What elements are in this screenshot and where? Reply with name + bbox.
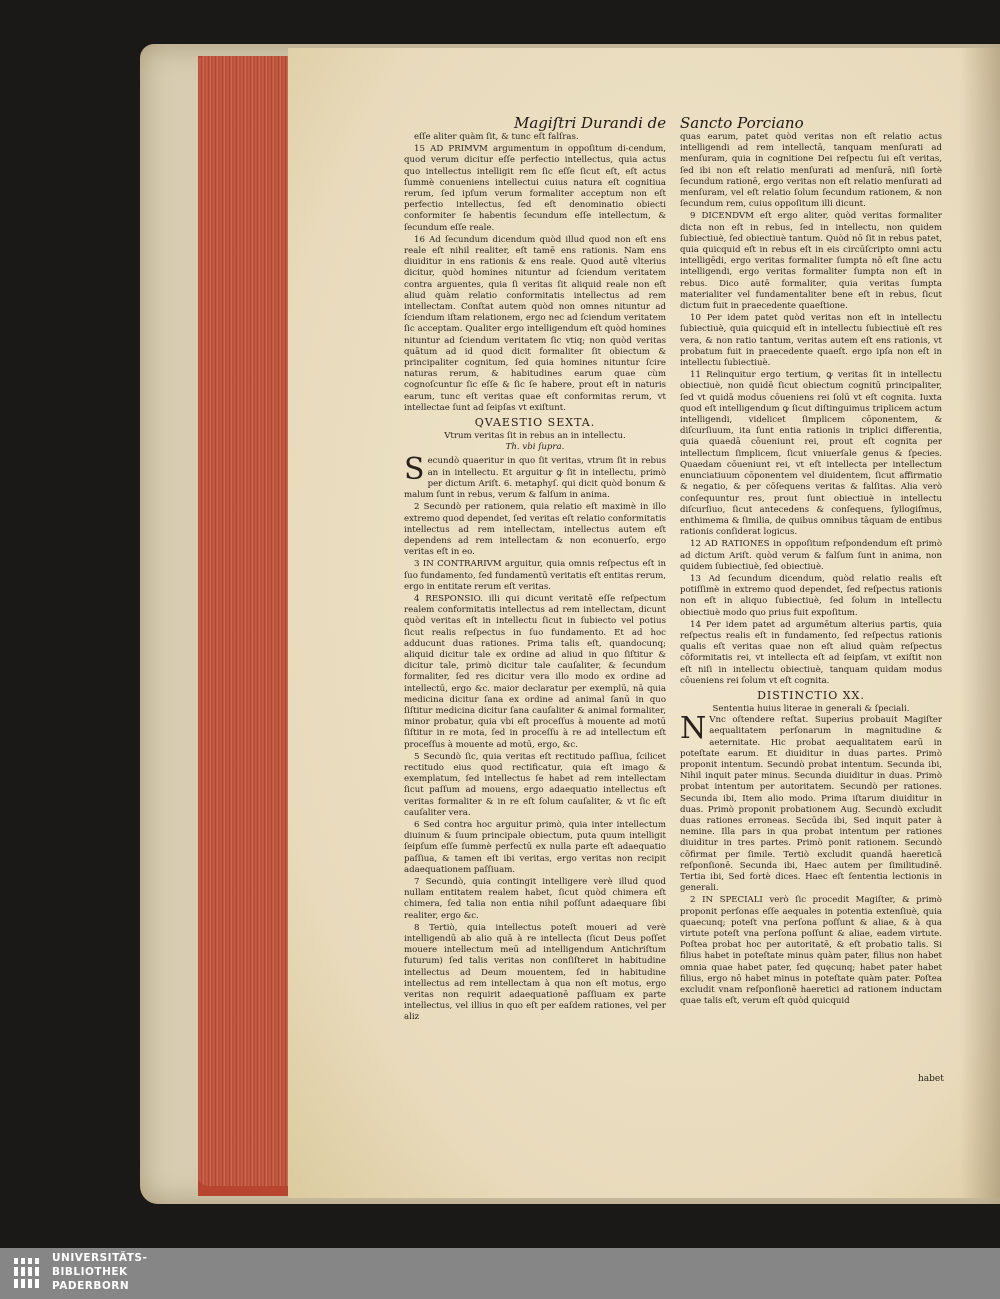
question-title: QVAESTIO SEXTA. [474,416,596,430]
running-head-left: Magiſtri Durandi de [514,114,667,132]
library-footer [0,1248,1000,1299]
paragraph: 12 AD RATIONES in oppoſitum reſpondendum eſt primò ad dictum Ariſt. quòd verum & falſum ſunt in anima, non quidem ſubiectiuè, ſed obiectiuè. [680,539,942,572]
paragraph: 10 Per idem patet quòd veritas non eſt in intellectu ſubiectiuè, quia quicquid eſt in intellectu ſubiectiuè eſt res vera, & non ratio tantum, veritas autem eſt ens rationis, vt probatum fuit in praecedente quaeſt. ergo ipſa non eſt in intellectu ſubiectiuè. [680,313,942,369]
paragraph: eſſe aliter quàm ſit, & tunc eſt falſras. [414,132,579,142]
paragraph: 2 Secundò per rationem, quia relatio eſt maximè in illo extremo quod dependet, ſed veritas eſt relatio conformitatis intellectus ad rem intellectam, intellectus autem eſt dependens ad rem intellectam & non econuerſo, ergo veritas eſt in eo. [404,502,667,558]
opening-text: ecundò quaeritur in quo ſit veritas, vtrum ſit in rebus an in intellectu. Et arguitur ꝙ ſit in intellectu, primò per dictum Ariſt. 6. metaphyſ. qui dicit quòd bonum & malum ſunt in rebus, verum & falſum in anima. [404,456,666,501]
paragraph: 7 Secundò, quia contingit intelligere verè illud quod nullam entitatem realem habet, ſicut quòd chimera eſt chimera, ſed talia non entia nihil poſſunt adaequare ſibi realiter, ergo &c. [404,877,666,921]
opening-paragraph [404,452,666,501]
question-subtitle: Vtrum veritas ſit in rebus an in intellectu. [444,431,626,442]
question-reference: Th. vbi ſupra. [505,442,565,453]
paragraph: 14 Per idem patet ad argumētum alterius partis, quia reſpectus realis eſt in fundamento, ſed reſpectus rationis qualis eſt veritas quae non eſt aliud quàm reſpectus cōformitatis rei, vt intellecta eſt ad ſeipſam, vt exiſtit non eſt niſi in intellectu obiectiuè, tanquam quidam modus cōueniens rei ſolum vt eſt cognita. [680,619,942,686]
paragraph: 13 Ad ſecundum dicendum, quòd relatio realis eſt potiſſimè in extremo quod dependet, ſed reſpectus rationis non eſt in aliquo ſubiectiuè, ſed ſolum in intellectu obiectiuè modo quo prius fuit expoſitum. [680,573,942,618]
drop-capital: S [404,452,425,488]
paragraph: 8 Tertiò, quia intellectus poteſt moueri ad verè intelligendū ab alio quā à re intellecta (ſicut Deus poſſet mouere intellectum meū ad intelligendum Antichriſtum futurum) ſed talis veritas non conſiſteret in habitudine intellectus ad Deum mouentem, ſed in habitudine intellectus ad rem intellectam à qua non eſt motus, ergo veritas non requirit adaequationē paſſiuam ex parte intellectus, vel illius in quo eſt per eaſdem rationes, vel per aliz [404,922,666,1023]
paragraph: 5 Secundò ſic, quia veritas eſt rectitudo paſſiua, ſcilicet rectitudo eius quod rectificatur, quia eſt imago & exemplatum, ſed intellectus ſe habet ad rem intellectam ſicut paſſum ad mouens, ergo adaequatio intellectus eſt veritas formaliter & in re eſt ſolum cauſaliter, & vt ſic eſt cauſaliter vera. [404,751,666,818]
paragraph: 4 RESPONSIO. illi qui dicunt veritatē eſſe reſpectum realem conformitatis intellectus ad rem intellectam, dicunt quòd veritas eſt in intellectu ſicut in ſubiecto vel potius ſicut realis reſpectus in ſuo fundamento. Et ad hoc adducunt duas rationes. Prima talis eſt, quandocunq; aliquid dicitur tale ex ordine ad aliud in quo ſiſtitur & dicitur tale, primò dicitur tale cauſaliter, & ſecundum formaliter, ſed res dicitur vera illo modo ex ordine ad intellectū, ergo &c. maior declaratur per exemplū, nā quia medicina dicitur ſana ex ordine ad animal ſanū in quo ſiſtitur medicina dicitur ſana cauſaliter & animal formaliter, minor probatur, quia vbi eſt proceſſus à mouente ad motū ſiſtitur in re mota, ſed in proceſſu à re ad intellectum eſt proceſſus à mouente ad motū, ergo, &c. [404,593,666,750]
opening-text: Vnc oſtendere reſtat. Superius probauit Magiſter aequalitatem perſonarum in magnitudine & aeternitate. Hic probat aequalitatem earū in poteſtate earum. Et diuiditur in duas partes. Primò proponit intentum. Secundò probat intentum. Secunda ibi, Nihil inquit pater minus. Secunda diuiditur in duas. Primò probat intentum per autoritatem. Secundò per rationes. Secunda ibi, Item alio modo. Prima iſtarum diuiditur in duas. Primò proponit probationem Aug. Secundò excludit duas rationes erroneas. Secūda ibi, Sed inquit pater à nemine. Illa pars in qua probat intentum per rationes diuiditur in tres partes. Primò ponit rationem. Secundò cōfirmat per ſimile. Tertiò excludit quandā haereticā reſponſionē. Secunda ibi, Haec autem per ſimilitudinē. Tertia ibi, Sed fortè dices. Haec eſt ſententia lectionis in generali. [680,715,942,894]
distinction-title: DISTINCTIO XX. [757,688,865,702]
library-logo-icon [12,1254,46,1292]
paragraph: 16 Ad ſecundum dicendum quòd illud quod non eſt ens reale eſt nihil realiter, eſt tamē ens rationis. Nam ens diuiditur in ens rationis & ens reale. Quod autē vlterius dicitur, quòd homines nituntur ad ſciendum veritatem contra arguentes, quia ſi veritas ſit aliquid reale non eſt aliud quàm relatio conformitatis intellectus ad rem intellectam. Conſtat autem quòd non omnes nituntur ad ſciendum iſtam relationem, ergo nec ad ſciendum veritatem ſic acceptam. Qualiter ergo intelligendum eſt quòd homines nituntur ad ſciendum veritatem ſic vtiq; non quòd veritas quātum ad id quod dicit formaliter ſit obiectum & principaliter cognitum, ſed quia homines nituntur ſcire naturas rerum, & habitudines earum quae cùm cognoſcuntur ſic eſſe & ſic ſe habere, prout eſt in naturis earum, tunc eſt veritas quae eſt conformitas rerum, vt intellectae ſunt ad ſeipſas vt exiſtunt. [404,234,666,413]
text-column-left [404,132,666,1025]
distinction-subtitle: Sententia huius literae in generali & ſpeciali. [712,703,910,714]
running-head-right: Sancto Porciano [680,114,804,132]
library-name-line: BIBLIOTHEK [52,1266,128,1278]
library-name-line: PADERBORN [52,1280,130,1292]
library-name-line: UNIVERSITÄTS- [52,1252,148,1264]
paragraph: 9 DICENDVM eſt ergo aliter, quòd veritas formaliter dicta non eſt in rebus, ſed in intellectu, non quidem ſubiectiuè, ſed obiectiuè tantum. Quòd nō ſit in rebus patet, quia quicquid eſt in rebus eſt in eis circūſcripto omni actu intelligēdi, ergo veritas formaliter ſumpta nō eſt ſine actu intelligendi, ergo veritas formaliter ſumpta non eſt in rebus. Dico autē formaliter, quia veritas ſumpta materialiter vel fundamentaliter bene eſt in rebus, ſicut dictum fuit in praecedente quaeſtione. [680,211,942,312]
text-column-right [680,132,942,1008]
opening-paragraph [680,711,942,894]
paragraph: 3 IN CONTRARIVM arguitur, quia omnis reſpectus eſt in ſuo fundamento, ſed fundamentū veritatis eſt entitas rerum, ergo in entitate rerum eſt veritas. [404,559,666,592]
red-fore-edge [198,56,290,1186]
drop-capital: N [680,711,707,747]
paragraph: 6 Sed contra hoc arguitur primò, quia inter intellectum diuinum & ſuum principale obiectum, puta quum intelligit ſeipſum eſſe ſummè perfectū ex nulla parte eſt adaequatio paſſiua, & tamen eſt ibi veritas, ergo veritas non recipit adaequationem paſſiuam. [404,819,666,875]
paragraph: 15 AD PRIMVM argumentum in oppoſitum di-cendum, quod verum dicitur eſſe perfectio intellectus, quia actus quo intellectus intelligit rem ſic eſſe ſicut eſt, eſt actus ſummè conueniens intellectui cuius natura eſt cognitiua rerum, ſed ipſum verum formaliter acceptum non eſt perfectio intellectus, ſed eſt denominatio obiecti conformiter ſe habentis ſecundum eſſe intellectum, & ſecundum eſſe reale. [404,144,666,233]
catchword: habet [918,1074,944,1084]
library-name [52,1251,147,1293]
paragraph: quas earum, patet quòd veritas non eſt relatio actus intelligendi ad rem intellectā, tanquam menſurati ad menſuram, quia in cognitione Dei reſpectu ſui eſt veritas, ſed ibi non eſt relatio menſurati ad menſurā, niſi ſortè ſecundum rationē, ergo veritas non eſt relatio menſurati ad menſuram, vel eſt relatio ſolum ſecundum rationem, & non ſecundum rem, cuius oppoſitum illi dicunt. [680,132,942,210]
paragraph: 2 IN SPECIALI verò ſic procedit Magiſter, & primò proponit perſonas eſſe aequales in potentia extenſiuè, quia quaecunq; poteſt vna perſona poſſunt & aliae, & à qua virtute poteſt vna perſona poſſunt & aliae, eadem virtute. Poſtea probat hoc per autoritatē, & eſt probatio talis. Si filius habet in poteſtate minus quàm pater, filius non habet omnia quae habet pater, ſed quęcunq; habet pater habet filius, ergo nō habet minus in poteſtate quàm pater. Poſtea excludit vnam reſponſionē haeretici ad rationem inductam quae talis eſt, verum eſt quòd quicquid [680,895,942,1007]
page-gutter [960,48,1000,1198]
paragraph: 11 Relinquitur ergo tertium, ꝙ veritas ſit in intellectu obiectiuè, non quidē ſicut obiectum cognitū principaliter, ſed vt quidā modus cōueniens rei ſolū vt eſt cognita. Iuxta quod eſt intelligendum ꝙ ſicut diſtinguimus triplicem actum intelligendi, videlicet ſimplicem cōponentem, & diſcurſiuum, ita ſunt entia rationis in triplici differentia, quia quaedā cōueniunt rei, prout eſt cognita per intellectum ſimplicem, ſicut vniuerſale genus & ſpecies. Quaedam cōueniunt rei, vt eſt intellecta per intellectum enunciatiuum cōponentem vel diuidentem, ſicut affirmatio & negatio, & per cōſequens veritas & falſitas. Alia verò conſequuntur res, prout ſunt obiectiuè in intellectu diſcurſiuo, ſicut antecedens & conſequens, ſyllogiſmus, enthimema & ſimilia, de quibus omnibus tāquam de entibus rationis conſiderat logicus. [680,370,942,538]
